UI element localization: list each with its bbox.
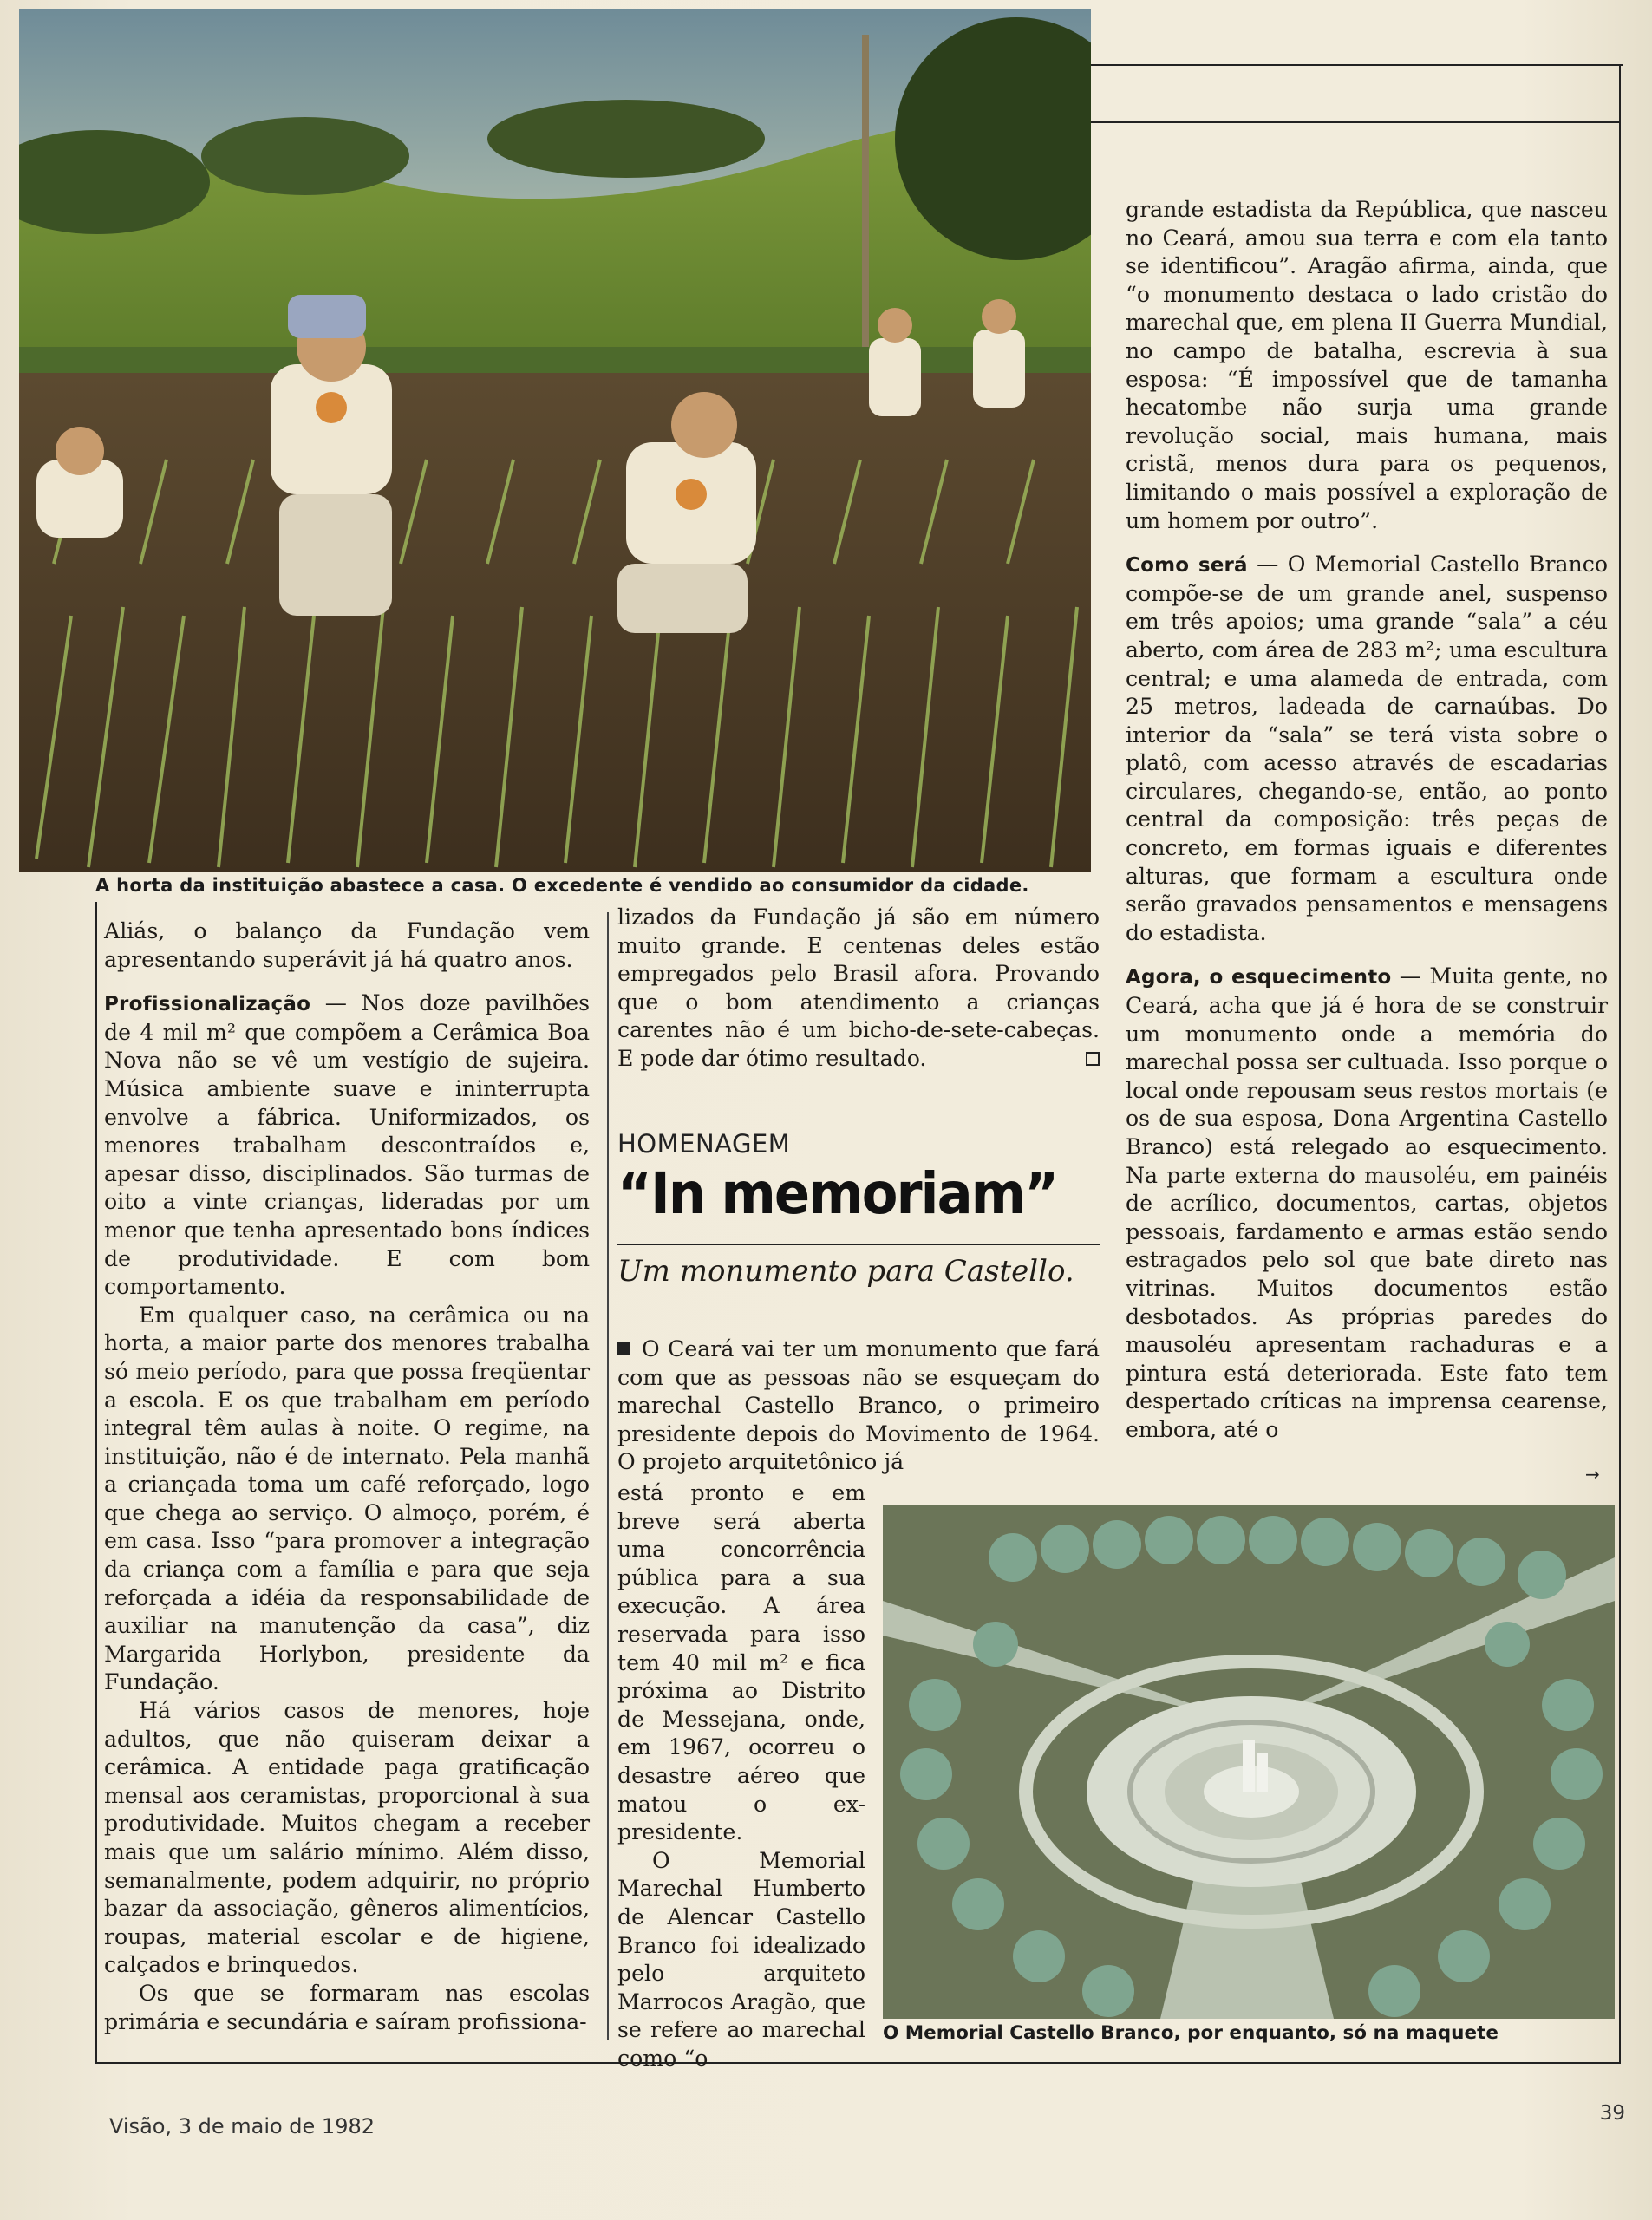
paragraph: Há vários casos de menores, hoje adultos, que não quiseram deixar a cerâmica. A entidade paga gratificação mensal aos ceramistas, proporcional à sua produtividade. Muitos chegam a receber mais que um salário mínimo. Além disso, semanalmente, podem adquirir, no próprio bazar da associação, gêneros alimentícios, roupas, material escolar e de higiene, calçados e brinquedos. [104,1698,590,1978]
section-lead: Agora, o esquecimento [1126,966,1392,989]
paragraph-body: — O Memorial Castello Branco compõe-se de um grande anel, suspenso em três apoios; uma grande “sala” a céu aberto, com área de 283 m²; uma escultura central; e uma alameda de entrada, com 25 metros, ladeada de carnaúbas. Do interior da “sala” se terá vista sobre o platô, com acesso através de escadarias circulares, chegando-se, então, ao ponto central da composição: três peças de concreto, em formas iguais e diferentes alturas, que formam a escultura onde serão gravados pensamentos e mensagens do estadista. [1126,552,1608,945]
memorial-model-photo [883,1505,1615,2019]
frame-rule-inner [1091,121,1621,123]
end-of-article-icon [1086,1052,1100,1066]
continued-arrow-icon: → [1585,1464,1600,1485]
frame-rule-right [1619,64,1621,2063]
section-lead: Profissionalização [104,993,311,1016]
paragraph-body: lizados da Fundação já são em número muito grande. E centenas deles estão empregados pelo Brasil afora. Provando que o bom atendimento a crianças carentes não é um bicho-de-sete-cabeças. E pode dar ótimo resultado. [617,904,1100,1071]
headline-rule [617,1244,1100,1245]
paragraph-body: — Muita gente, no Ceará, acha que já é hora de se construir um monumento onde a memória do marechal possa ser cultuada. Isso porque o local onde repousam seus restos mortais (e os de sua esposa, Dona Argentina Castello Branco) está relegado ao esquecimento. Na parte externa do mausoléu, em painéis de acrílico, documentos, cartas, objetos pessoais, fardamento e armas estão sendo estragados pelo sol que bate direto nas vitrinas. Muitos documentos estão desbotados. As próprias paredes do mausoléu apresentam rachaduras e a pintura está deteriorada. Este fato tem despertado críticas na imprensa cearense, embora, até o [1126,963,1608,1442]
paragraph [104,989,590,1302]
article-column-middle [617,1335,1100,1487]
section-kicker: HOMENAGEM [617,1129,791,1159]
paragraph-body: O Ceará vai ter um monumento que fará com que as pessoas não se esqueçam do marechal Castello Branco, o primeiro presidente depois do Movimento de 1964. O projeto arquitetônico já [617,1336,1100,1475]
page-number: 39 [1599,2102,1625,2125]
subheadline: Um monumento para Castello. [617,1254,1074,1289]
article-column-middle-top [617,904,1100,1086]
paragraph [617,904,1100,1074]
paragraph: Aliás, o balanço da Fundação vem apresentando superávit já há quatro anos. [104,918,590,972]
section-lead: Como será [1126,554,1248,578]
article-column-middle-narrow [617,1479,865,2071]
publication-footer: Visão, 3 de maio de 1982 [109,2114,375,2138]
paragraph: Os que se formaram nas escolas primária e secundária e saíram profissiona- [104,1980,590,2034]
garden-illustration [19,9,1091,872]
memorial-model-illustration [883,1505,1615,2019]
paragraph: está pronto e em breve será aberta uma concorrência pública para a sua execução. A área reservada para isso tem 40 mil m² e fica próxima ao Distrito de Messejana, onde, em 1967, ocorreu o desastre aéreo que matou o ex-presidente. [617,1480,865,1845]
paragraph: grande estadista da República, que nasceu no Ceará, amou sua terra e com ela tanto se identificou”. Aragão afirma, ainda, que “o monumento destaca o lado cristão do marechal que, em plena II Guerra Mundial, no campo de batalha, escrevia à sua esposa: “É impossível que de tamanha hecatombe não surja uma grande revolução social, mais humana, mais cristã, menos dura para os pequenos, limitando o mais possível a exploração de um homem por outro”. [1126,197,1608,533]
paragraph [1126,963,1608,1444]
paragraph: O Memorial Marechal Humberto de Alencar Castello Branco foi idealizado pelo arquiteto Marrocos Aragão, que se refere ao marechal como “o [617,1847,865,2071]
paragraph [1126,551,1608,947]
garden-photo-caption: A horta da instituição abastece a casa. O excedente é vendido ao consumidor da cidade. [95,875,1029,896]
column-divider [607,912,609,2040]
headline: “In memoriam” [617,1160,1058,1227]
frame-rule-top [1091,64,1623,68]
frame-rule-left [95,902,97,2064]
memorial-photo-caption: O Memorial Castello Branco, por enquanto, só na maquete [883,2022,1499,2044]
article-column-right [1126,196,1608,1486]
bullet-icon [617,1342,630,1355]
garden-photo [19,9,1091,872]
paragraph [617,1335,1100,1477]
paragraph: Em qualquer caso, na cerâmica ou na horta, a maior parte dos menores trabalha só meio período, para que possa freqüentar a escola. E os que trabalham em período integral têm aulas à noite. O regime, na instituição, não é de internato. Pela manhã a criançada toma um café reforçado, logo que chega ao serviço. O almoço, porém, é em casa. Isso “para promover a integração da criança com a família e para que seja reforçada a idéia da responsabilidade de auxiliar na manutenção da casa”, diz Margarida Horlybon, presidente da Fundação. [104,1302,590,1695]
article-column-left [104,917,590,2054]
paragraph-body: — Nos doze pavilhões de 4 mil m² que compõem a Cerâmica Boa Nova não se vê um vestígio de sujeira. Música ambiente suave e ininterrupta envolve a fábrica. Uniformizados, os menores trabalham descontraídos e, apesar disso, disciplinados. São turmas de oito a vinte crianças, lideradas por um menor que tenha apresentado bons índices de produtividade. E com bom comportamento. [104,990,590,1300]
